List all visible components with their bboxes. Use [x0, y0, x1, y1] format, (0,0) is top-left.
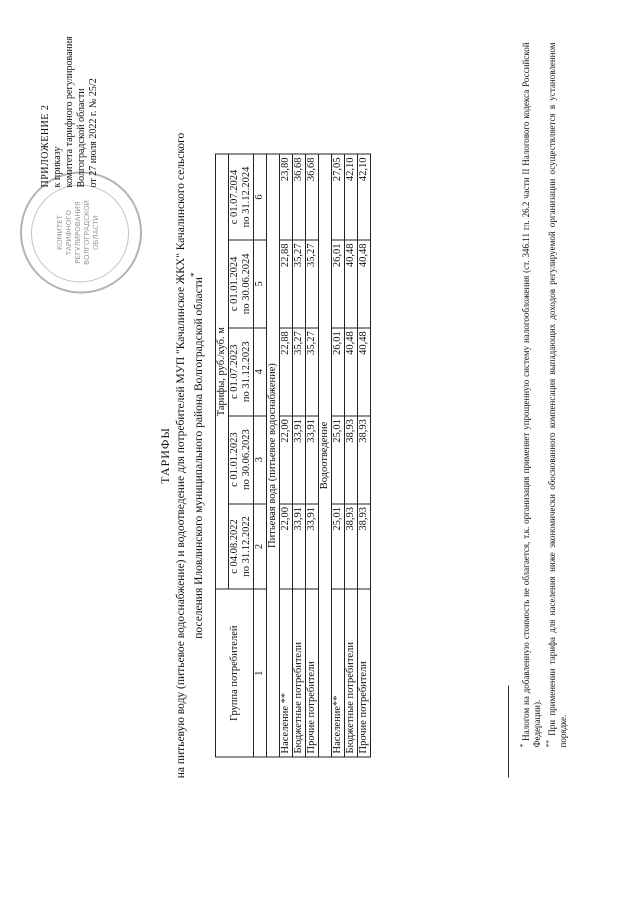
period-header-cell: с 01.01.2023 по 30.06.2023 [229, 415, 254, 503]
tariff-header-cell: Тарифы, руб./куб. м [216, 154, 229, 589]
footnote-2-text: При применении тарифа для населения ниже экономически обоснованного компенсация выпадающих доходов регулируемой организации осуществляется в установленном порядке. [547, 41, 568, 747]
footnotes [508, 42, 569, 777]
tariff-value-cell: 26,01 [332, 239, 345, 327]
index-cell: 6 [254, 154, 267, 240]
section-row [267, 154, 280, 757]
consumer-group-cell: Население** [332, 589, 345, 757]
consumer-group-cell: Прочие потребители [306, 589, 319, 757]
table-row [345, 154, 358, 757]
tariff-value-cell: 38,93 [345, 503, 358, 589]
tariff-value-cell: 23,80 [280, 154, 293, 240]
appendix-block [40, 7, 100, 187]
tariff-value-cell: 33,91 [293, 415, 306, 503]
table-header-row [216, 154, 229, 757]
tariff-value-cell: 36,68 [293, 154, 306, 240]
consumer-group-cell: Бюджетные потребители [345, 589, 358, 757]
consumer-group-cell: Прочие потребители [358, 589, 371, 757]
tariff-value-cell: 35,27 [293, 239, 306, 327]
appendix-line-3: Волгоградской области [76, 87, 87, 187]
tariff-value-cell: 38,93 [358, 503, 371, 589]
tariff-table [215, 153, 371, 757]
footnote-2-mark: ** [544, 739, 553, 747]
tariff-value-cell: 25,01 [332, 415, 345, 503]
tariff-value-cell: 33,91 [306, 503, 319, 589]
appendix-line-2: комитета тарифного регулирования [64, 35, 75, 187]
section-title-cell: Водоотведение [319, 154, 332, 757]
index-cell: 4 [254, 327, 267, 415]
table-row [358, 154, 371, 757]
heading-line-2 [188, 105, 206, 805]
period-header-cell: с 01.01.2024 по 30.06.2024 [229, 239, 254, 327]
consumer-group-cell: Население ** [280, 589, 293, 757]
tariff-value-cell: 38,93 [345, 415, 358, 503]
table-row [306, 154, 319, 757]
document-heading [158, 105, 206, 805]
group-header-cell: Группа потребителей [216, 589, 254, 757]
appendix-line-4: от 27 июля 2022 г. № 25/2 [88, 77, 99, 187]
index-row [254, 154, 267, 757]
tariff-value-cell: 35,27 [293, 327, 306, 415]
document-title: ТАРИФЫ [158, 426, 172, 484]
period-header-cell: с 01.07.2024 по 31.12.2024 [229, 154, 254, 240]
period-header-cell: с 01.07.2023 по 31.12.2023 [229, 327, 254, 415]
tariff-value-cell: 33,91 [293, 503, 306, 589]
official-stamp [20, 171, 142, 293]
appendix-title: ПРИЛОЖЕНИЕ 2 [40, 104, 51, 187]
tariff-value-cell: 40,48 [345, 327, 358, 415]
table-row [332, 154, 345, 757]
heading-line-2-text: поселения Иловлинского муниципального района Волгоградской области [192, 276, 205, 639]
tariff-value-cell: 40,48 [358, 327, 371, 415]
tariff-value-cell: 22,88 [280, 239, 293, 327]
footnote-1-mark: * [518, 743, 527, 747]
period-header-cell: с 04.08.2022 по 31.12.2022 [229, 503, 254, 589]
tariff-value-cell: 36,68 [306, 154, 319, 240]
footnote-1 [517, 42, 543, 777]
tariff-value-cell: 26,01 [332, 327, 345, 415]
index-cell: 5 [254, 239, 267, 327]
heading-line-1: на питьевую воду (питьевое водоснабжение) и водоотведение для потребителей МУП "Качалинское ЖКХ" Качалинского сельского [175, 132, 187, 778]
consumer-group-cell: Бюджетные потребители [293, 589, 306, 757]
index-cell: 3 [254, 415, 267, 503]
tariff-value-cell: 22,00 [280, 415, 293, 503]
tariff-value-cell: 42,10 [345, 154, 358, 240]
index-cell: 1 [254, 589, 267, 757]
tariff-value-cell: 40,48 [345, 239, 358, 327]
tariff-value-cell: 22,00 [280, 503, 293, 589]
index-cell: 2 [254, 503, 267, 589]
section-row [319, 154, 332, 757]
tariff-value-cell: 38,93 [358, 415, 371, 503]
footnote-divider [508, 685, 509, 777]
stamp-text: КОМИТЕТ ТАРИФНОГО РЕГУЛИРОВАНИЯ ВОЛГОГРАДСКОЙ ОБЛАСТИ [56, 199, 100, 265]
heading-footnote-mark: * [189, 271, 200, 277]
tariff-value-cell: 25,01 [332, 503, 345, 589]
table-row [280, 154, 293, 757]
appendix-line-1: к приказу [52, 146, 63, 187]
tariff-value-cell: 40,48 [358, 239, 371, 327]
footnote-2 [543, 42, 569, 777]
tariff-value-cell: 42,10 [358, 154, 371, 240]
tariff-value-cell: 22,88 [280, 327, 293, 415]
section-title-cell: Питьевая вода (питьевое водоснабжение) [267, 154, 280, 757]
tariff-value-cell: 35,27 [306, 327, 319, 415]
table-row [293, 154, 306, 757]
footnote-1-text: Налогом на добавленную стоимость не облагается, т.к. организация применяет упрощенную систему налогообложения (ст. 346.11 гл. 26.2 части II Налогового кодекса Российской Федерации). [521, 41, 542, 747]
tariff-value-cell: 27,05 [332, 154, 345, 240]
tariff-value-cell: 33,91 [306, 415, 319, 503]
tariff-value-cell: 35,27 [306, 239, 319, 327]
